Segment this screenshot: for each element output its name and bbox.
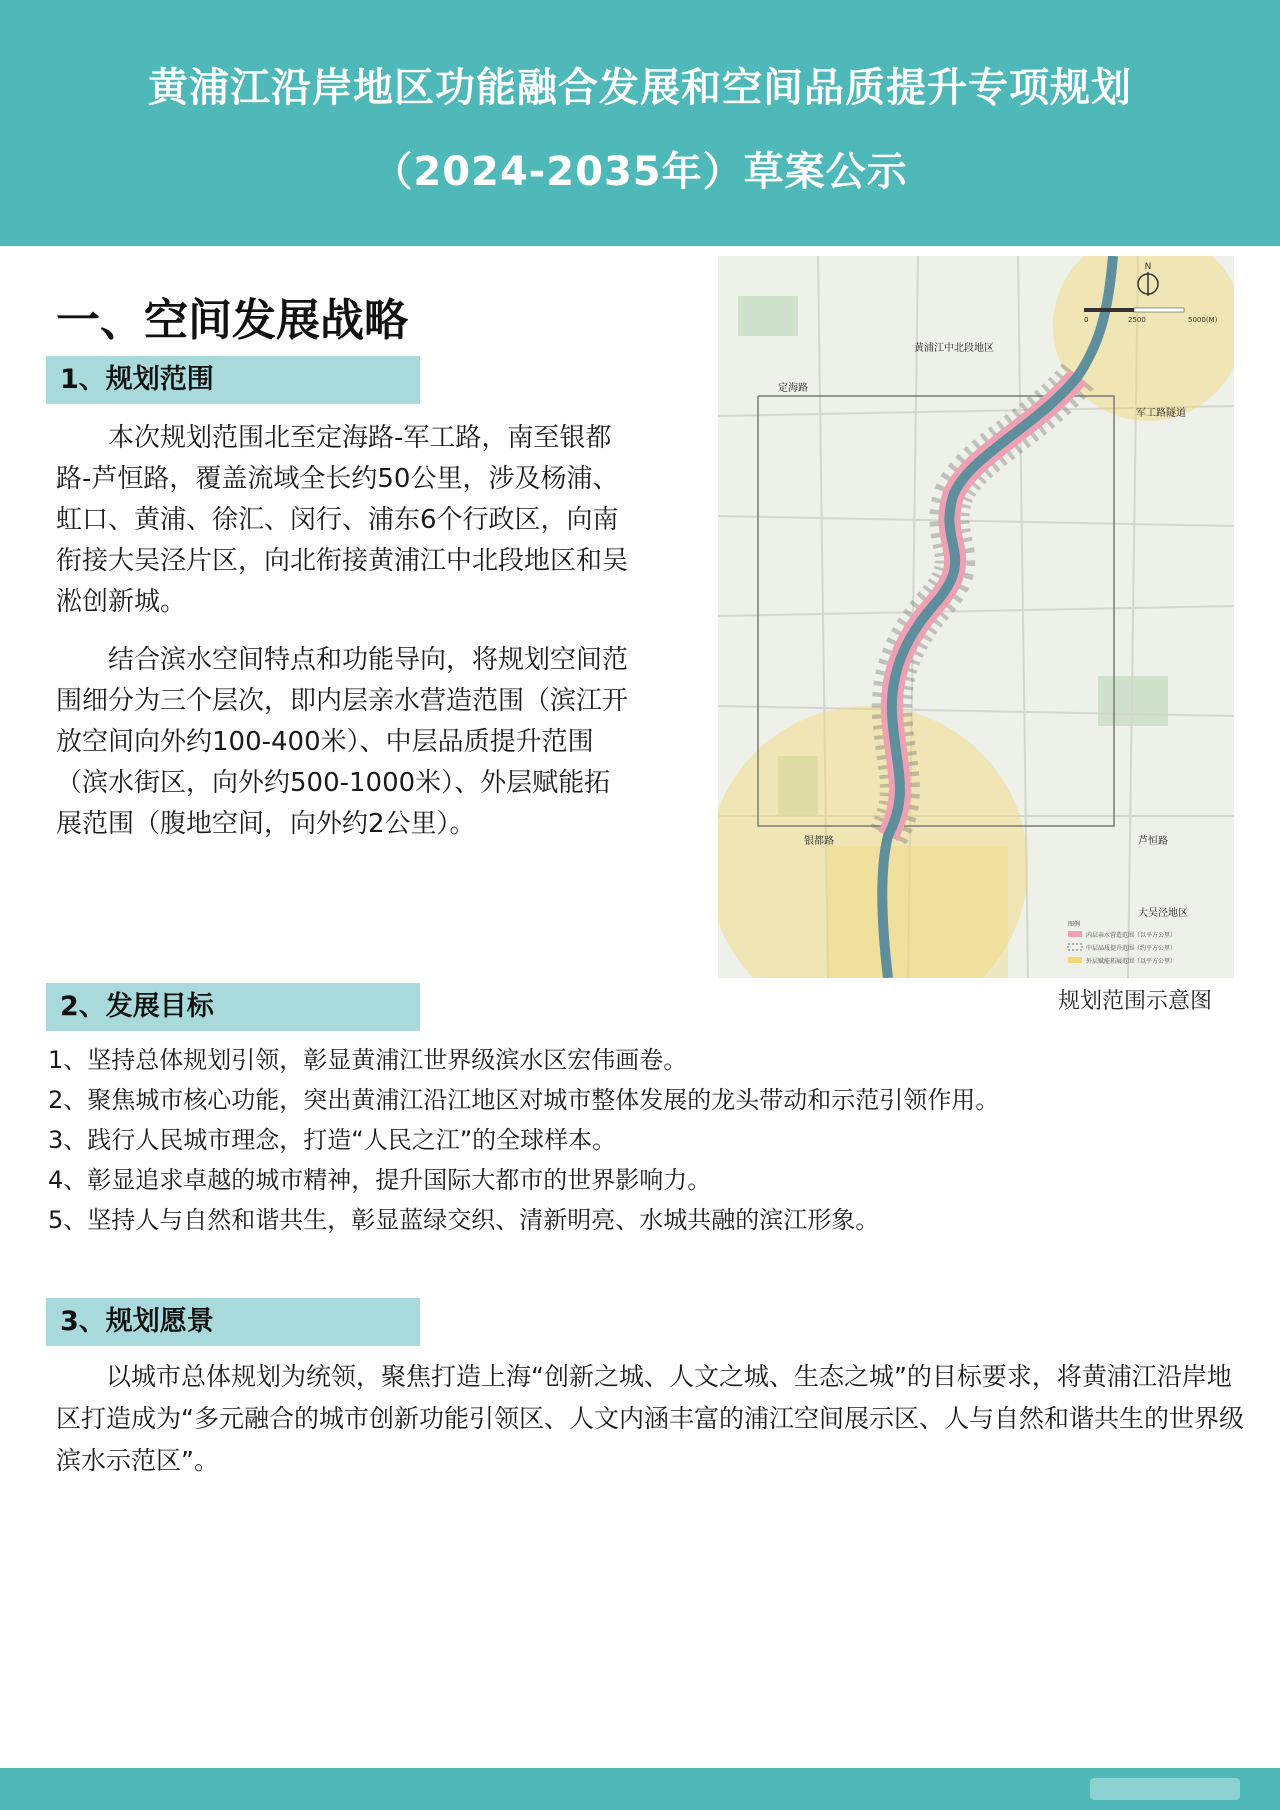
scale-label-0: 0 — [1084, 316, 1089, 324]
label-luheng-road: 芦恒路 — [1138, 836, 1168, 847]
page-header — [0, 0, 1280, 246]
legend-title: 图例 — [1068, 921, 1081, 928]
outer-zone-dawujing — [828, 846, 1008, 978]
scope-paragraph-1: 本次规划范围北至定海路-军工路，南至银都路-芦恒路，覆盖流域全长约50公里，涉及杨浦、虹口、黄浦、徐汇、闵行、浦东6个行政区，向南衔接大吴泾片区，向北衔接黄浦江中北段地区和吴淞创新城。 — [56, 423, 629, 617]
label-dinghai-road: 定海路 — [778, 383, 808, 394]
map-svg — [718, 256, 1234, 978]
title-line-1: 黄浦江沿岸地区功能融合发展和空间品质提升专项规划 — [148, 65, 1132, 111]
legend-item-outer: 外层赋能拓展范围（以平方公里） — [1086, 958, 1177, 965]
goal-item: 4、彰显追求卓越的城市精神，提升国际大都市的世界影响力。 — [48, 1166, 712, 1194]
scale-label-2: 5000(M) — [1188, 316, 1218, 324]
label-dawujing: 大吴泾地区 — [1138, 908, 1188, 919]
watermark — [1090, 1778, 1240, 1800]
label-yindu-road: 银都路 — [804, 836, 834, 847]
scope-label: 1、规划范围 — [46, 356, 420, 404]
goals-label: 2、发展目标 — [46, 983, 420, 1031]
scale-label-1: 2500 — [1128, 316, 1146, 324]
green-area — [738, 296, 798, 336]
label-junggong-tunnel: 军工路隧道 — [1136, 408, 1186, 419]
label-north-area: 黄浦江中北段地区 — [914, 343, 994, 354]
map-caption: 规划范围示意图 — [1058, 989, 1213, 1014]
planning-scope-map — [718, 256, 1234, 978]
vision-label: 3、规划愿景 — [46, 1298, 420, 1346]
legend-item-inner: 内层亲水营造范围（以平方公里） — [1086, 932, 1177, 939]
section-title: 一、空间发展战略 — [56, 295, 408, 346]
compass-label: N — [1144, 262, 1152, 272]
page-footer — [0, 1768, 1280, 1810]
goal-item: 1、坚持总体规划引领，彰显黄浦江世界级滨水区宏伟画卷。 — [48, 1046, 688, 1074]
title-line-2: （2024-2035年）草案公示 — [372, 149, 908, 195]
legend-item-middle: 中层品质提升范围（约平方公里） — [1086, 945, 1177, 952]
goals-list — [48, 1040, 999, 1240]
vision-paragraph: 以城市总体规划为统领，聚焦打造上海“创新之城、人文之城、生态之城”的目标要求，将黄浦江沿岸地区打造成为“多元融合的城市创新功能引领区、人文内涵丰富的浦江空间展示区、人与自然和谐共生的世界级滨水示范区”。 — [56, 1362, 1244, 1475]
goal-item: 2、聚焦城市核心功能，突出黄浦江沿江地区对城市整体发展的龙头带动和示范引领作用。 — [48, 1086, 1000, 1114]
goal-item: 5、坚持人与自然和谐共生，彰显蓝绿交织、清新明亮、水城共融的滨江形象。 — [48, 1206, 880, 1234]
goal-item: 3、践行人民城市理念，打造“人民之江”的全球样本。 — [48, 1126, 617, 1154]
scope-paragraph-2: 结合滨水空间特点和功能导向，将规划空间范围细分为三个层次，即内层亲水营造范围（滨江开放空间向外约100-400米）、中层品质提升范围（滨水街区，向外约500-1000米）、外层赋能拓展范围（腹地空间，向外约2公里）。 — [56, 645, 629, 839]
